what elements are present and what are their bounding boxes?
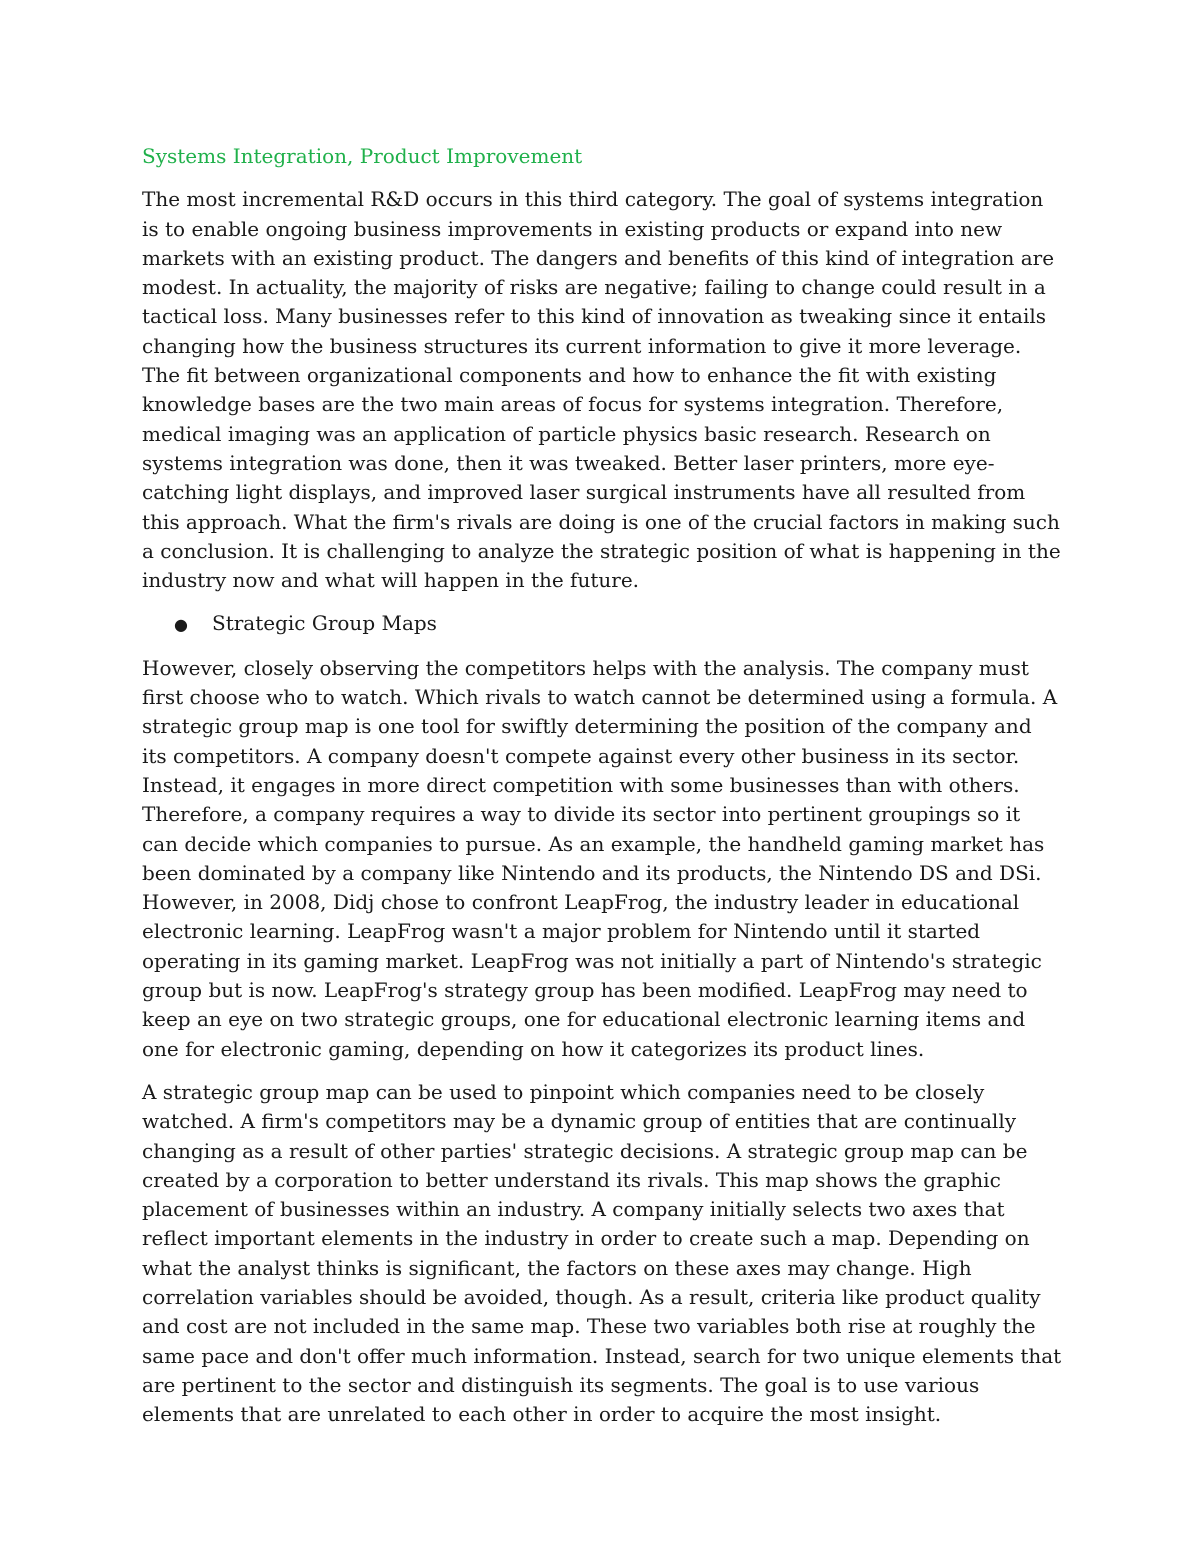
bullet-list [142, 609, 1062, 639]
document-page [142, 142, 1062, 1443]
paragraph-intro: The most incremental R&D occurs in this third category. The goal of systems integration is to enable ongoing business improvements in existing products or expand into new markets with an existing product. The dangers and benefits of this kind of integration are modest. In actuality, the majority of risks are negative; failing to change could result in a tactical loss. Many businesses refer to this kind of innovation as tweaking since it entails changing how the business structures its current information to give it more leverage. The fit between organizational components and how to enhance the fit with existing knowledge bases are the two main areas of focus for systems integration. Therefore, medical imaging was an application of particle physics basic research. Research on systems integration was done, then it was tweaked. Better laser printers, more eye-catching light displays, and improved laser surgical instruments have all resulted from this approach. What the firm's rivals are doing is one of the crucial factors in making such a conclusion. It is challenging to analyze the strategic position of what is happening in the industry now and what will happen in the future. [142, 187, 1061, 593]
section-heading: Systems Integration, Product Improvement [142, 144, 583, 168]
paragraph-competitors: However, closely observing the competitors helps with the analysis. The company must first choose who to watch. Which rivals to watch cannot be determined using a formula. A strategic group map is one tool for swiftly determining the position of the company and its competitors. A company doesn't compete against every other business in its sector. Instead, it engages in more direct competition with some businesses than with others. Therefore, a company requires a way to divide its sector into pertinent groupings so it can decide which companies to pursue. As an example, the handheld gaming market has been dominated by a company like Nintendo and its products, the Nintendo DS and DSi. However, in 2008, Didj chose to confront LeapFrog, the industry leader in educational electronic learning. LeapFrog wasn't a major problem for Nintendo until it started operating in its gaming market. LeapFrog was not initially a part of Nintendo's strategic group but is now. LeapFrog's strategy group has been modified. LeapFrog may need to keep an eye on two strategic groups, one for educational electronic learning items and one for electronic gaming, depending on how it categorizes its product lines. [142, 655, 1058, 1061]
paragraph-group-map: A strategic group map can be used to pinpoint which companies need to be closely watched. A firm's competitors may be a dynamic group of entities that are continually changing as a result of other parties' strategic decisions. A strategic group map can be created by a corporation to better understand its rivals. This map shows the graphic placement of businesses within an industry. A company initially selects two axes that reflect important elements in the industry in order to create such a map. Depending on what the analyst thinks is significant, the factors on these axes may change. High correlation variables should be avoided, though. As a result, criteria like product quality and cost are not included in the same map. These two variables both rise at roughly the same pace and don't offer much information. Instead, search for two unique elements that are pertinent to the sector and distinguish its segments. The goal is to use various elements that are unrelated to each other in order to acquire the most insight. [142, 1079, 1062, 1427]
list-item-label: Strategic Group Maps [212, 611, 437, 636]
bullet-icon: ● [174, 615, 188, 635]
list-item [142, 609, 1062, 639]
